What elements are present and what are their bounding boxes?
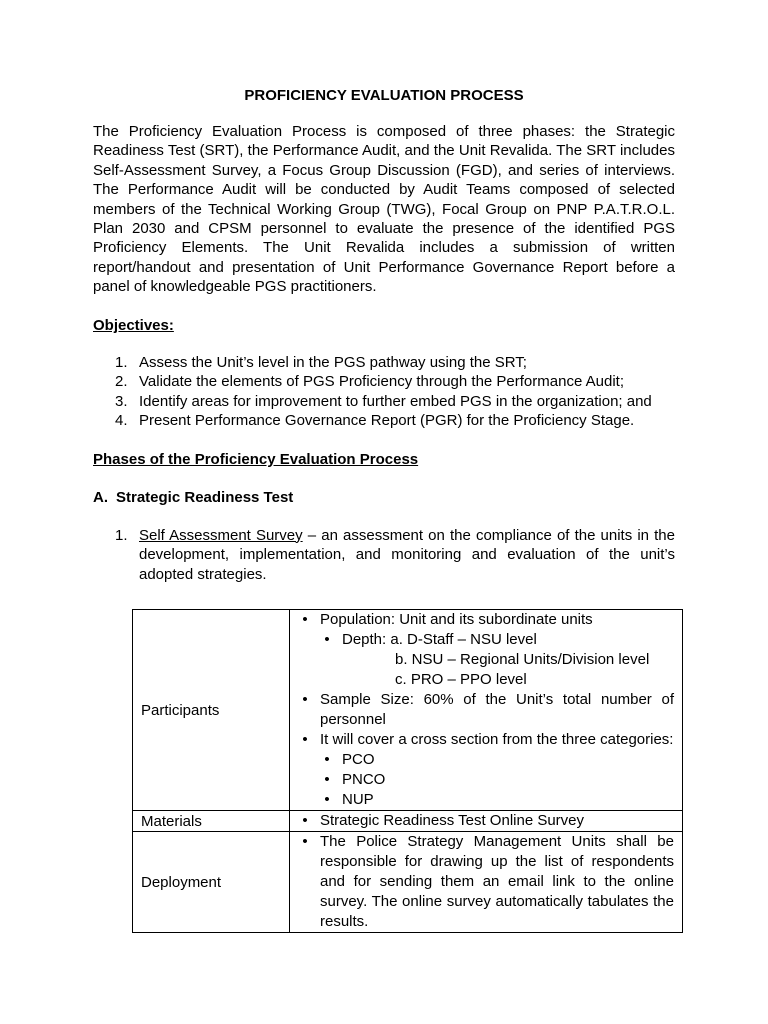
participants-cell <box>290 610 683 811</box>
list-number: 2. <box>115 373 128 391</box>
table-row <box>133 832 683 933</box>
materials-label: Materials <box>133 811 290 832</box>
sample-size-text: Sample Size: 60% of the Unit’s total number of personnel <box>320 691 674 728</box>
deployment-bullet <box>290 832 674 932</box>
document-title: PROFICIENCY EVALUATION PROCESS <box>244 87 524 104</box>
bullet-icon: • <box>324 771 330 788</box>
population-text: Population: Unit and its subordinate units <box>320 611 593 628</box>
survey-desc: – an assessment on the compliance of the units in the development, implementation, and monitoring and evaluation of the unit’s adopted strategies. <box>139 526 675 583</box>
phases-heading: Phases of the Proficiency Evaluation Process <box>93 450 419 468</box>
bullet-icon: • <box>302 731 308 748</box>
list-number: 4. <box>115 412 128 430</box>
list-number: 1. <box>115 526 128 544</box>
section-letter: A. <box>93 488 108 506</box>
participants-label: Participants <box>133 610 290 811</box>
bullet-icon: • <box>324 631 330 648</box>
depth-text: Depth: a. D-Staff – NSU level <box>342 631 537 648</box>
category-text: PNCO <box>342 771 386 788</box>
bullet-icon: • <box>302 691 308 708</box>
objective-text: Assess the Unit’s level in the PGS pathway using the SRT; <box>139 353 527 371</box>
materials-bullet <box>290 811 674 831</box>
list-item <box>93 353 675 373</box>
bullet-icon: • <box>302 611 308 628</box>
intro-paragraph: The Proficiency Evaluation Process is composed of three phases: the Strategic Readiness Test (SRT), the Performance Audit, and the Unit Revalida. The SRT includes Self-Assessment Survey, a Focus Group Discussion (FGD), and series of interviews. The Performance Audit will be conducted by Audit Teams composed of selected members of the Technical Working Group (TWG), Focal Group on PNP P.A.T.R.O.L. Plan 2030 and CPSM personnel to evaluate the presence of the identified PGS Proficiency Elements. The Unit Revalida includes a submission of written report/handout and presentation of Unit Performance Governance Report before a panel of knowledgeable PGS practitioners. <box>93 123 675 296</box>
document-page <box>93 86 675 584</box>
category-text: NUP <box>342 791 374 808</box>
survey-term: Self Assessment Survey <box>139 526 303 544</box>
list-item <box>93 411 675 431</box>
srt-table <box>132 609 683 933</box>
deployment-label: Deployment <box>133 832 290 933</box>
materials-cell <box>290 811 683 832</box>
bullet-icon: • <box>324 791 330 808</box>
bullet-icon: • <box>324 751 330 768</box>
objective-text: Validate the elements of PGS Proficiency through the Performance Audit; <box>139 373 624 391</box>
cross-section-text: It will cover a cross section from the three categories: <box>320 731 674 748</box>
deployment-cell <box>290 832 683 933</box>
category-bullet <box>290 770 674 790</box>
sample-size-bullet <box>290 690 674 730</box>
bullet-icon: • <box>302 812 308 829</box>
section-title: Strategic Readiness Test <box>116 488 294 506</box>
table-row <box>133 811 683 832</box>
list-number: 1. <box>115 353 128 371</box>
materials-text: Strategic Readiness Test Online Survey <box>320 812 585 829</box>
list-number: 3. <box>115 392 128 410</box>
bullet-icon: • <box>302 833 308 850</box>
survey-item <box>93 526 675 585</box>
deployment-text: The Police Strategy Management Units shall be responsible for drawing up the list of respondents and for sending them an email link to the online survey. The online survey automatically tabulates the results. <box>320 833 674 930</box>
category-bullet <box>290 750 674 770</box>
category-text: PCO <box>342 751 375 768</box>
objectives-heading: Objectives: <box>93 316 174 334</box>
depth-bullet <box>290 630 674 650</box>
population-bullet <box>290 610 674 630</box>
table-row <box>133 610 683 811</box>
depth-sub-b: b. NSU – Regional Units/Division level <box>395 651 650 668</box>
category-bullet <box>290 790 674 810</box>
section-a-heading <box>93 488 675 507</box>
list-item <box>93 372 675 392</box>
objectives-list <box>93 353 675 431</box>
list-item <box>93 392 675 412</box>
depth-sub-c: c. PRO – PPO level <box>395 671 527 688</box>
objective-text: Present Performance Governance Report (PGR) for the Proficiency Stage. <box>139 412 635 430</box>
objective-text: Identify areas for improvement to further embed PGS in the organization; and <box>139 392 652 410</box>
survey-text <box>139 526 675 585</box>
cross-section-bullet <box>290 730 674 750</box>
